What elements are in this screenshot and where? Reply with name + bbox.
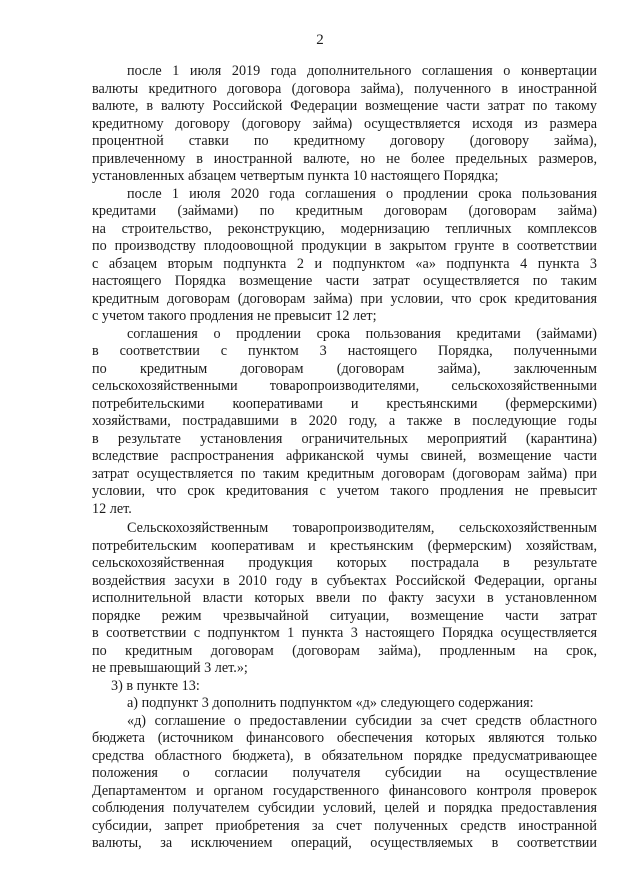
paragraph-line: потребительскими кооперативами и крестьянскими (фермерскими): [92, 395, 597, 412]
paragraph-line: хозяйствами, пострадавшими в 2020 году, а также в последующие годы: [92, 413, 597, 429]
paragraph-line: привлеченному в иностранной валюте, но не более предельных размеров,: [92, 150, 597, 167]
paragraph-line: в соответствии с пунктом 3 настоящего Порядка, полученными: [92, 343, 597, 359]
paragraph-line: настоящего Порядка возмещение части затрат осуществляется по таким: [92, 273, 597, 289]
paragraph-line: воздействия засухи в 2010 году в субъектах Российской Федерации, органы: [92, 572, 597, 589]
paragraph-line: субсидии, запрет приобретения за счет полученных средств иностранной: [92, 817, 597, 834]
paragraph-line: соблюдения получателем субсидии условий, целей и порядка предоставления: [92, 800, 597, 816]
paragraph-conversion-agreement: [92, 63, 597, 186]
paragraph-line: после 1 июля 2019 года дополнительного соглашения о конвертации: [127, 63, 597, 79]
paragraph-line: бюджета (источником финансового обеспечения которых являются только: [92, 730, 597, 746]
paragraph-line: Департаментом и органом государственного финансового контроля проверок: [92, 782, 597, 799]
paragraph-line: кредитным договорам (договорам займа) при условии, что срок кредитования: [92, 290, 597, 307]
paragraph-line: кредитному договору (договору займа) осуществляется исходя из размера: [92, 115, 597, 132]
paragraph-line: средства областного бюджета), в обязательном порядке предусматривающее: [92, 747, 597, 764]
paragraph-line: на строительство, реконструкцию, модернизацию тепличных комплексов: [92, 220, 597, 237]
paragraph-line: соглашения о продлении срока пользования кредитами (займами): [127, 325, 597, 342]
paragraph-line: затрат осуществляется по таким кредитным договорам (договорам займа) при: [92, 465, 597, 482]
item-point-13: [92, 678, 597, 696]
subitem-a: [92, 695, 597, 713]
paragraph-line: по кредитным договорам (договорам займа), заключенным: [92, 360, 597, 377]
paragraph-line: в соответствии с подпунктом 1 пункта 3 настоящего Порядка осуществляется: [92, 625, 597, 641]
page-number: 2: [316, 32, 324, 48]
paragraph-line: вследствие распространения африканской чумы свиней, возмещение части: [92, 448, 597, 464]
paragraph-line: не превышающий 3 лет.»;: [92, 660, 248, 676]
paragraph-line: процентной ставки по кредитному договору (договору займа),: [92, 133, 597, 149]
paragraph-line: порядке режим чрезвычайной ситуации, возмещение части затрат: [92, 607, 597, 624]
paragraph-extension-swine-fever: [92, 326, 597, 519]
paragraph-line: а) подпункт 3 дополнить подпунктом «д» следующего содержания:: [127, 695, 534, 711]
document-body: [92, 63, 597, 853]
paragraph-line: исполнительной власти которых ввели по факту засухи в установленном: [92, 590, 597, 606]
paragraph-line: 12 лет.: [92, 500, 132, 517]
paragraph-line: «д) соглашение о предоставлении субсидии за счет средств областного: [127, 712, 597, 729]
paragraph-line: с учетом такого продления не превысит 12 лет;: [92, 308, 377, 324]
paragraph-extension-greenhouse: [92, 186, 597, 326]
paragraph-line: Сельскохозяйственным товаропроизводителям, сельскохозяйственным: [127, 520, 597, 536]
paragraph-line: положения о согласии получателя субсидии на осуществление: [92, 765, 597, 781]
paragraph-line: валюты кредитного договора (договора займа), полученного в иностранной: [92, 80, 597, 97]
paragraph-line: кредитами (займами) по кредитным договорам (договорам займа): [92, 203, 597, 219]
paragraph-line: валюты, за исключением операций, осуществляемых в соответствии: [92, 835, 597, 851]
paragraph-line: 3) в пункте 13:: [111, 677, 200, 694]
paragraph-subsidy-agreement: [92, 713, 597, 853]
paragraph-line: сельскохозяйственная продукция которых пострадала в результате: [92, 555, 597, 571]
paragraph-line: сельскохозяйственными товаропроизводителями, сельскохозяйственными: [92, 378, 597, 394]
paragraph-line: в результате установления ограничительных мероприятий (карантина): [92, 430, 597, 447]
paragraph-line: потребительским кооперативам и крестьянским (фермерским) хозяйствам,: [92, 537, 597, 554]
paragraph-line: по производству плодоовощной продукции в закрытом грунте в соответствии: [92, 238, 597, 254]
paragraph-line: валюте, в валюту Российской Федерации возмещение части затрат по такому: [92, 98, 597, 114]
paragraph-line: по кредитным договорам (договорам займа), продленным на срок,: [92, 642, 597, 659]
paragraph-line: после 1 июля 2020 года соглашения о продлении срока пользования: [127, 185, 597, 202]
paragraph-drought-2010: [92, 520, 597, 678]
paragraph-line: с абзацем вторым подпункта 2 и подпунктом «а» подпункта 4 пункта 3: [92, 255, 597, 272]
paragraph-line: условии, что срок кредитования с учетом такого продления не превысит: [92, 483, 597, 499]
paragraph-line: установленных абзацем четвертым пункта 10 настоящего Порядка;: [92, 168, 499, 184]
